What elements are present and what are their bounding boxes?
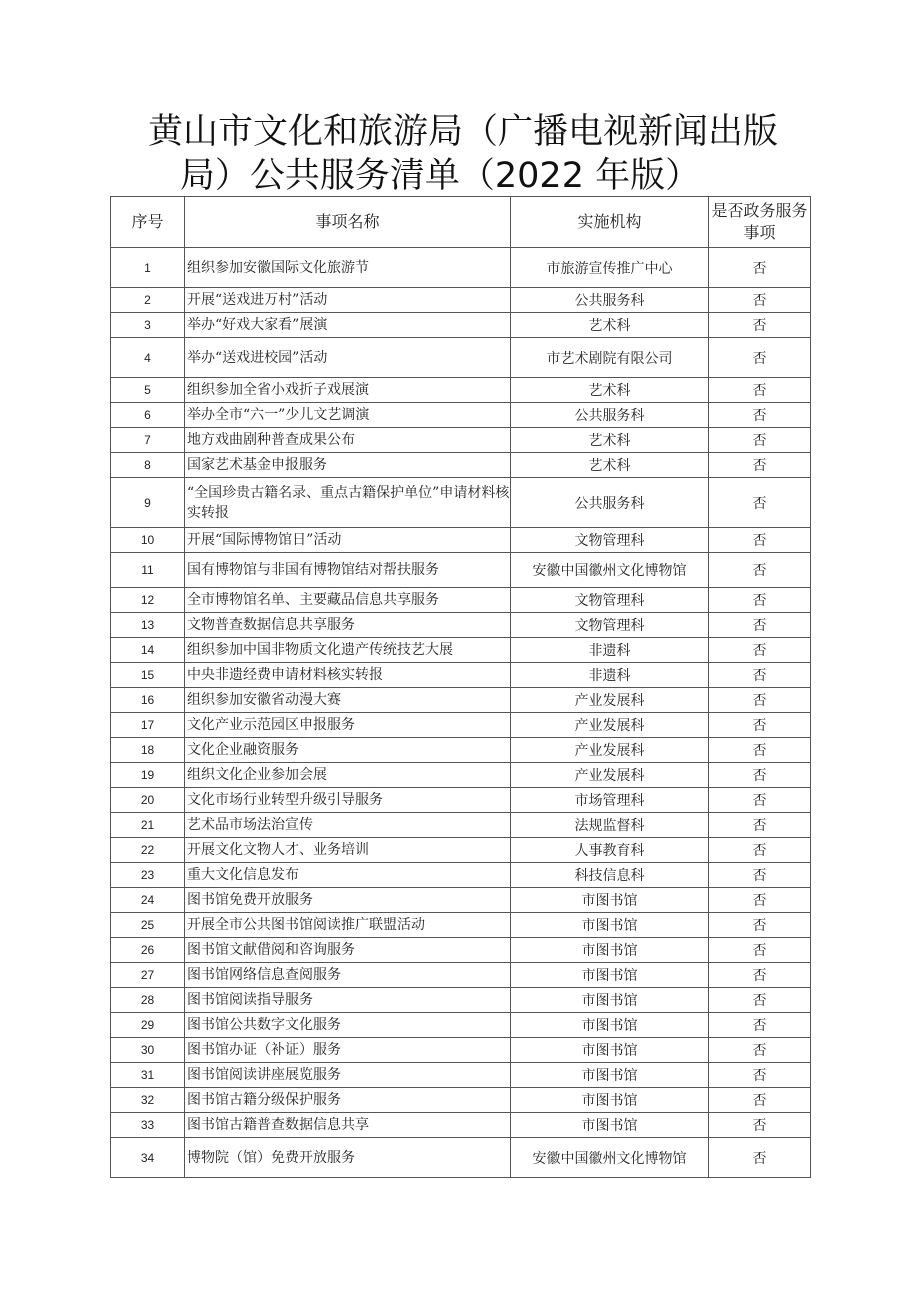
table-row	[111, 313, 811, 338]
row-item-name: “全国珍贵古籍名录、重点古籍保护单位”申请材料核实转报	[185, 478, 511, 528]
row-index: 11	[111, 553, 185, 588]
row-agency: 市图书馆	[511, 1013, 709, 1038]
row-gov-service: 否	[709, 1013, 811, 1038]
row-index: 3	[111, 313, 185, 338]
row-agency: 艺术科	[511, 453, 709, 478]
table-row	[111, 738, 811, 763]
row-gov-service: 否	[709, 428, 811, 453]
row-index: 30	[111, 1038, 185, 1063]
row-agency: 市图书馆	[511, 963, 709, 988]
row-index: 16	[111, 688, 185, 713]
row-agency: 人事教育科	[511, 838, 709, 863]
table-row	[111, 588, 811, 613]
table-row	[111, 378, 811, 403]
row-agency: 公共服务科	[511, 288, 709, 313]
row-item-name: 组织参加安徽省动漫大赛	[185, 688, 511, 713]
row-agency: 产业发展科	[511, 713, 709, 738]
row-agency: 产业发展科	[511, 738, 709, 763]
row-item-name: 举办“好戏大家看”展演	[185, 313, 511, 338]
row-item-name: 图书馆文献借阅和咨询服务	[185, 938, 511, 963]
row-gov-service: 否	[709, 338, 811, 378]
row-agency: 公共服务科	[511, 403, 709, 428]
row-index: 23	[111, 863, 185, 888]
table-row	[111, 763, 811, 788]
header-gov-service: 是否政务服务事项	[709, 197, 811, 248]
table-row	[111, 1063, 811, 1088]
row-gov-service: 否	[709, 248, 811, 288]
row-gov-service: 否	[709, 1088, 811, 1113]
row-gov-service: 否	[709, 738, 811, 763]
row-item-name: 文化市场行业转型升级引导服务	[185, 788, 511, 813]
row-gov-service: 否	[709, 403, 811, 428]
row-item-name: 开展文化文物人才、业务培训	[185, 838, 511, 863]
header-agency: 实施机构	[511, 197, 709, 248]
row-index: 19	[111, 763, 185, 788]
row-gov-service: 否	[709, 553, 811, 588]
row-item-name: 图书馆免费开放服务	[185, 888, 511, 913]
row-item-name: 开展“国际博物馆日”活动	[185, 528, 511, 553]
row-agency: 安徽中国徽州文化博物馆	[511, 553, 709, 588]
row-index: 34	[111, 1138, 185, 1178]
row-gov-service: 否	[709, 378, 811, 403]
table-row	[111, 688, 811, 713]
row-item-name: 组织参加中国非物质文化遗产传统技艺大展	[185, 638, 511, 663]
document-title	[110, 110, 810, 198]
row-agency: 市图书馆	[511, 1113, 709, 1138]
row-index: 17	[111, 713, 185, 738]
row-gov-service: 否	[709, 888, 811, 913]
row-item-name: 中央非遗经费申请材料核实转报	[185, 663, 511, 688]
row-index: 20	[111, 788, 185, 813]
table-row	[111, 1088, 811, 1113]
table-row	[111, 528, 811, 553]
row-item-name: 国有博物馆与非国有博物馆结对帮扶服务	[185, 553, 511, 588]
row-item-name: 全市博物馆名单、主要藏品信息共享服务	[185, 588, 511, 613]
row-item-name: 开展全市公共图书馆阅读推广联盟活动	[185, 913, 511, 938]
row-index: 22	[111, 838, 185, 863]
row-agency: 市旅游宣传推广中心	[511, 248, 709, 288]
row-agency: 非遗科	[511, 638, 709, 663]
row-item-name: 图书馆网络信息查阅服务	[185, 963, 511, 988]
header-item-name: 事项名称	[185, 197, 511, 248]
table-row	[111, 1013, 811, 1038]
row-item-name: 国家艺术基金申报服务	[185, 453, 511, 478]
table-row	[111, 1138, 811, 1178]
row-gov-service: 否	[709, 1038, 811, 1063]
row-gov-service: 否	[709, 838, 811, 863]
table-row	[111, 248, 811, 288]
row-agency: 非遗科	[511, 663, 709, 688]
table-row	[111, 913, 811, 938]
table-row	[111, 1113, 811, 1138]
row-index: 10	[111, 528, 185, 553]
row-agency: 市艺术剧院有限公司	[511, 338, 709, 378]
service-list-table	[110, 196, 811, 1178]
row-agency: 艺术科	[511, 313, 709, 338]
row-index: 13	[111, 613, 185, 638]
row-gov-service: 否	[709, 1138, 811, 1178]
row-item-name: 文化企业融资服务	[185, 738, 511, 763]
table-row	[111, 713, 811, 738]
row-agency: 市图书馆	[511, 1063, 709, 1088]
row-index: 32	[111, 1088, 185, 1113]
row-agency: 安徽中国徽州文化博物馆	[511, 1138, 709, 1178]
row-agency: 市图书馆	[511, 888, 709, 913]
table-row	[111, 788, 811, 813]
row-index: 4	[111, 338, 185, 378]
table-row	[111, 863, 811, 888]
row-index: 27	[111, 963, 185, 988]
row-index: 6	[111, 403, 185, 428]
row-gov-service: 否	[709, 713, 811, 738]
row-item-name: 举办全市“六一”少儿文艺调演	[185, 403, 511, 428]
row-gov-service: 否	[709, 913, 811, 938]
row-gov-service: 否	[709, 763, 811, 788]
row-index: 24	[111, 888, 185, 913]
row-item-name: 博物院（馆）免费开放服务	[185, 1138, 511, 1178]
row-agency: 市图书馆	[511, 988, 709, 1013]
row-gov-service: 否	[709, 988, 811, 1013]
row-agency: 市图书馆	[511, 1088, 709, 1113]
table-row	[111, 453, 811, 478]
table-row	[111, 478, 811, 528]
header-index: 序号	[111, 197, 185, 248]
row-item-name: 组织文化企业参加会展	[185, 763, 511, 788]
row-item-name: 文化产业示范园区申报服务	[185, 713, 511, 738]
title-line-2: 局）公共服务清单（2022 年版）	[179, 156, 701, 196]
row-item-name: 图书馆阅读讲座展览服务	[185, 1063, 511, 1088]
row-item-name: 组织参加全省小戏折子戏展演	[185, 378, 511, 403]
row-gov-service: 否	[709, 1113, 811, 1138]
title-line-1: 黄山市文化和旅游局（广播电视新闻出版	[147, 112, 778, 152]
row-index: 21	[111, 813, 185, 838]
row-index: 8	[111, 453, 185, 478]
table-row	[111, 813, 811, 838]
row-item-name: 图书馆公共数字文化服务	[185, 1013, 511, 1038]
row-item-name: 重大文化信息发布	[185, 863, 511, 888]
row-gov-service: 否	[709, 528, 811, 553]
row-agency: 市图书馆	[511, 1038, 709, 1063]
row-item-name: 组织参加安徽国际文化旅游节	[185, 248, 511, 288]
row-agency: 艺术科	[511, 378, 709, 403]
row-item-name: 地方戏曲剧种普查成果公布	[185, 428, 511, 453]
row-agency: 法规监督科	[511, 813, 709, 838]
row-index: 25	[111, 913, 185, 938]
table-row	[111, 403, 811, 428]
row-gov-service: 否	[709, 588, 811, 613]
row-index: 28	[111, 988, 185, 1013]
row-index: 18	[111, 738, 185, 763]
row-item-name: 图书馆办证（补证）服务	[185, 1038, 511, 1063]
row-gov-service: 否	[709, 453, 811, 478]
table-row	[111, 663, 811, 688]
row-gov-service: 否	[709, 478, 811, 528]
row-gov-service: 否	[709, 613, 811, 638]
table-row	[111, 553, 811, 588]
table-header-row	[111, 197, 811, 248]
table-row	[111, 838, 811, 863]
table-row	[111, 988, 811, 1013]
row-index: 33	[111, 1113, 185, 1138]
table-row	[111, 338, 811, 378]
row-index: 2	[111, 288, 185, 313]
table-row	[111, 938, 811, 963]
row-gov-service: 否	[709, 863, 811, 888]
row-gov-service: 否	[709, 313, 811, 338]
row-agency: 文物管理科	[511, 588, 709, 613]
row-item-name: 图书馆阅读指导服务	[185, 988, 511, 1013]
row-index: 26	[111, 938, 185, 963]
row-item-name: 文物普查数据信息共享服务	[185, 613, 511, 638]
row-item-name: 开展“送戏进万村”活动	[185, 288, 511, 313]
row-gov-service: 否	[709, 638, 811, 663]
row-index: 7	[111, 428, 185, 453]
row-agency: 市图书馆	[511, 938, 709, 963]
row-gov-service: 否	[709, 938, 811, 963]
row-index: 14	[111, 638, 185, 663]
table-row	[111, 428, 811, 453]
row-gov-service: 否	[709, 1063, 811, 1088]
row-index: 15	[111, 663, 185, 688]
row-gov-service: 否	[709, 963, 811, 988]
row-index: 1	[111, 248, 185, 288]
row-gov-service: 否	[709, 813, 811, 838]
table-row	[111, 288, 811, 313]
row-agency: 文物管理科	[511, 528, 709, 553]
row-item-name: 图书馆古籍普查数据信息共享	[185, 1113, 511, 1138]
row-gov-service: 否	[709, 688, 811, 713]
row-agency: 市图书馆	[511, 913, 709, 938]
row-agency: 市场管理科	[511, 788, 709, 813]
table-row	[111, 888, 811, 913]
row-item-name: 艺术品市场法治宣传	[185, 813, 511, 838]
table-row	[111, 963, 811, 988]
row-index: 12	[111, 588, 185, 613]
row-agency: 公共服务科	[511, 478, 709, 528]
row-agency: 科技信息科	[511, 863, 709, 888]
row-agency: 文物管理科	[511, 613, 709, 638]
row-index: 31	[111, 1063, 185, 1088]
table-row	[111, 638, 811, 663]
row-gov-service: 否	[709, 788, 811, 813]
row-agency: 产业发展科	[511, 688, 709, 713]
row-item-name: 举办“送戏进校园”活动	[185, 338, 511, 378]
row-gov-service: 否	[709, 663, 811, 688]
table-row	[111, 1038, 811, 1063]
row-item-name: 图书馆古籍分级保护服务	[185, 1088, 511, 1113]
row-gov-service: 否	[709, 288, 811, 313]
row-index: 9	[111, 478, 185, 528]
row-index: 5	[111, 378, 185, 403]
row-agency: 产业发展科	[511, 763, 709, 788]
row-agency: 艺术科	[511, 428, 709, 453]
row-index: 29	[111, 1013, 185, 1038]
table-row	[111, 613, 811, 638]
